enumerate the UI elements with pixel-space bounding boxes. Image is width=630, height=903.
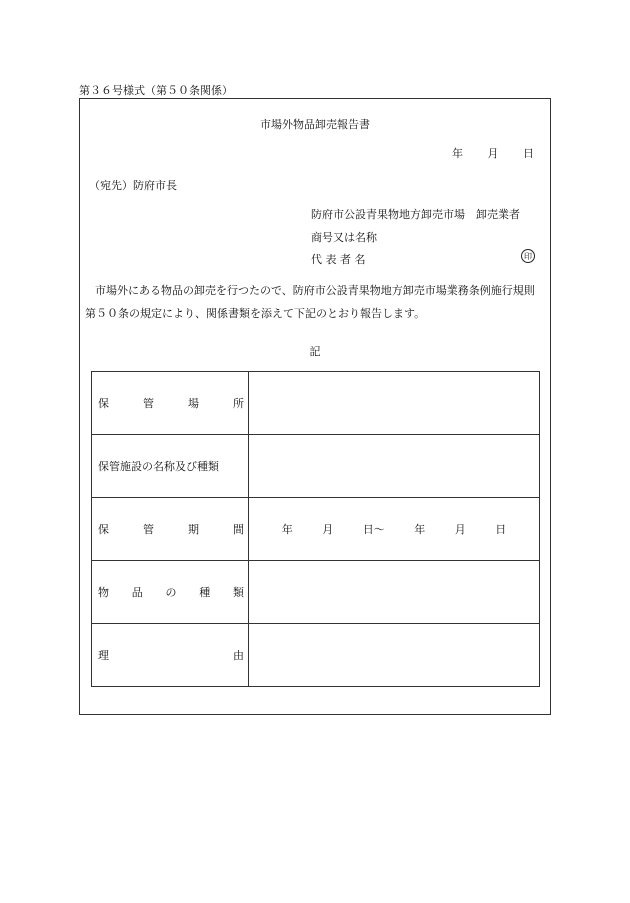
label-char: 期 [188, 523, 199, 536]
period-part: 日〜 [362, 523, 385, 536]
label-char: 理 [98, 649, 109, 662]
reason-field[interactable] [249, 624, 540, 687]
period-part: 年 [281, 523, 293, 536]
reason-label [92, 624, 249, 687]
date-month: 月 [487, 147, 499, 160]
label-char: 由 [233, 649, 244, 662]
label-char: 保 [98, 397, 109, 410]
period-part: 日 [495, 523, 507, 536]
label-char: 所 [233, 397, 244, 410]
label-char: 管 [143, 397, 154, 410]
label-char: 場 [188, 397, 199, 410]
table-row [92, 498, 540, 561]
storage-place-label [92, 372, 249, 435]
addressee: （宛先）防府市長 [89, 179, 177, 192]
date-line [452, 145, 534, 161]
document-title: 市場外物品卸売報告書 [260, 118, 370, 131]
label-char: 保 [98, 523, 109, 536]
storage-period-field[interactable] [249, 498, 540, 561]
table-row [92, 435, 540, 498]
report-body: 市場外にある物品の卸売を行つたので、防府市公設青果物地方卸売市場業務条例施行規則第５０条の規定により、関係書類を添えて下記のとおり報告します。 [85, 284, 535, 320]
table-row [92, 624, 540, 687]
ki-heading: 記 [309, 345, 321, 358]
period-part: 月 [322, 523, 334, 536]
sender-market-line: 防府市公設青果物地方卸売市場 卸売業者 [311, 208, 520, 221]
facility-name-label [92, 435, 249, 498]
label-char: 管 [143, 523, 154, 536]
sender-representative: 代 表 者 名 [311, 253, 366, 266]
label-char: 品 [131, 586, 143, 599]
storage-place-field[interactable] [249, 372, 540, 435]
storage-period-label [92, 498, 249, 561]
table-row [92, 561, 540, 624]
label-char: の [165, 586, 177, 599]
goods-type-field[interactable] [249, 561, 540, 624]
sender-trade-name: 商号又は名称 [311, 231, 377, 244]
facility-name-field[interactable] [249, 435, 540, 498]
date-day: 日 [523, 147, 534, 160]
seal-mark: 印 [521, 249, 535, 263]
date-year: 年 [452, 147, 463, 160]
form-number: 第３６号様式（第５０条関係） [79, 84, 233, 97]
period-part: 年 [414, 523, 426, 536]
label-char: 類 [233, 586, 244, 599]
report-table [91, 371, 540, 687]
goods-type-label [92, 561, 249, 624]
label-char: 物 [98, 586, 109, 599]
label-char: 種 [199, 586, 211, 599]
period-part: 月 [454, 523, 466, 536]
label-char: 間 [233, 523, 244, 536]
table-row [92, 372, 540, 435]
facility-name-text: 保管施設の名称及び種類 [98, 460, 219, 473]
